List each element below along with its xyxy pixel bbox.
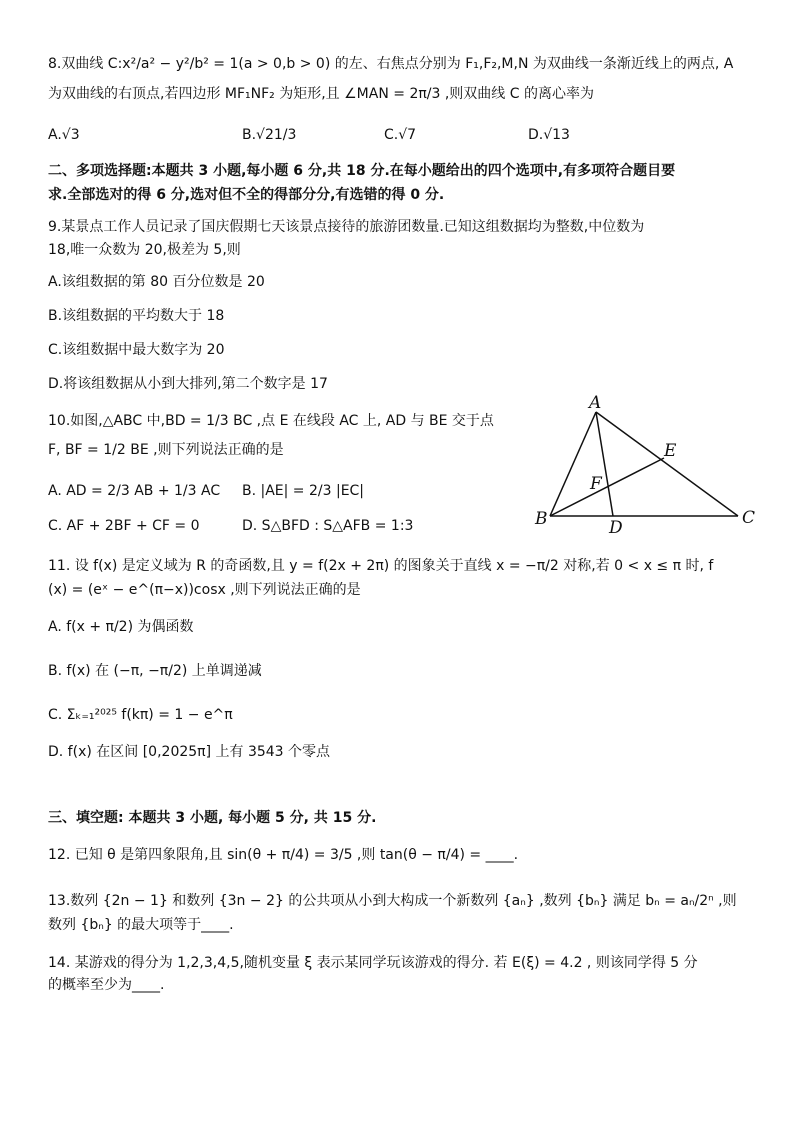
segment-ad [596,412,613,516]
q9-option-d: D.将该组数据从小到大排列,第二个数字是 17 [48,376,328,392]
q11-line1: 11. 设 f(x) 是定义域为 R 的奇函数,且 y = f(2x + 2π) 的图象关于直线 x = −π/2 对称,若 0 < x ≤ π 时, f [48,558,714,574]
section2-heading-line2: 求.全部选对的得 6 分,选对但不全的得部分分,有选错的得 0 分. [48,187,445,203]
q9-option-c: C.该组数据中最大数字为 20 [48,342,225,358]
segment-be [550,458,664,516]
triangle-figure [528,392,768,542]
label-b: B [535,509,548,529]
label-a: A [589,393,602,413]
q11-option-b: B. f(x) 在 (−π, −π/2) 上单调递减 [48,663,262,679]
section3-heading: 三、填空题: 本题共 3 小题, 每小题 5 分, 共 15 分. [48,810,377,826]
q10-option-b: B. |AE| = 2/3 |EC| [242,483,365,499]
q14-line1: 14. 某游戏的得分为 1,2,3,4,5,随机变量 ξ 表示某同学玩该游戏的得分. 若 E(ξ) = 4.2 , 则该同学得 5 分 [48,955,698,971]
q9-option-a: A.该组数据的第 80 百分位数是 20 [48,274,265,290]
q10-option-d: D. S△BFD : S△AFB = 1:3 [242,518,414,534]
q13-line1: 13.数列 {2n − 1} 和数列 {3n − 2} 的公共项从小到大构成一个新数列 {aₙ} ,数列 {bₙ} 满足 bₙ = aₙ/2ⁿ ,则 [48,893,737,909]
side-ab [550,412,596,516]
q10-option-a: A. AD = 2/3 AB + 1/3 AC [48,483,221,499]
q13-line2: 数列 {bₙ} 的最大项等于____. [48,917,234,933]
q14-line2: 的概率至少为____. [48,977,165,993]
q8-line2: 为双曲线的右顶点,若四边形 MF₁NF₂ 为矩形,且 ∠MAN = 2π/3 ,则双曲线 C 的离心率为 [48,86,594,102]
q12-line1: 12. 已知 θ 是第四象限角,且 sin(θ + π/4) = 3/5 ,则 tan(θ − π/4) = ____. [48,847,519,863]
label-e: E [664,441,677,461]
q8-line1: 8.双曲线 C:x²/a² − y²/b² = 1(a > 0,b > 0) 的左、右焦点分别为 F₁,F₂,M,N 为双曲线一条渐近线上的两点, A [48,56,734,72]
section2-heading-line1: 二、多项选择题:本题共 3 小题,每小题 6 分,共 18 分.在每小题给出的四个选项中,有多项符合题目要 [48,163,676,179]
q9-option-b: B.该组数据的平均数大于 18 [48,308,225,324]
side-ac [596,412,738,516]
label-c: C [742,508,756,528]
q11-option-a: A. f(x + π/2) 为偶函数 [48,619,194,635]
q10-line2: F, BF = 1/2 BE ,则下列说法正确的是 [48,442,284,458]
label-d: D [609,518,623,538]
q8-option-c: C.√7 [384,127,417,143]
q8-option-b: B.√21/3 [242,127,297,143]
q11-option-c: C. Σₖ₌₁²⁰²⁵ f(kπ) = 1 − e^π [48,707,233,723]
q8-option-d: D.√13 [528,127,570,143]
q11-line2: (x) = (eˣ − e^(π−x))cosx ,则下列说法正确的是 [48,582,361,598]
q10-option-c: C. AF + 2BF + CF = 0 [48,518,200,534]
q9-line1: 9.某景点工作人员记录了国庆假期七天该景点接待的旅游团数量.已知这组数据均为整数,中位数为 [48,219,645,235]
q8-option-a: A.√3 [48,127,80,143]
q11-option-d: D. f(x) 在区间 [0,2025π] 上有 3543 个零点 [48,744,331,760]
label-f: F [590,474,602,494]
q9-line2: 18,唯一众数为 20,极差为 5,则 [48,242,241,258]
q10-line1: 10.如图,△ABC 中,BD = 1/3 BC ,点 E 在线段 AC 上, AD 与 BE 交于点 [48,413,494,429]
